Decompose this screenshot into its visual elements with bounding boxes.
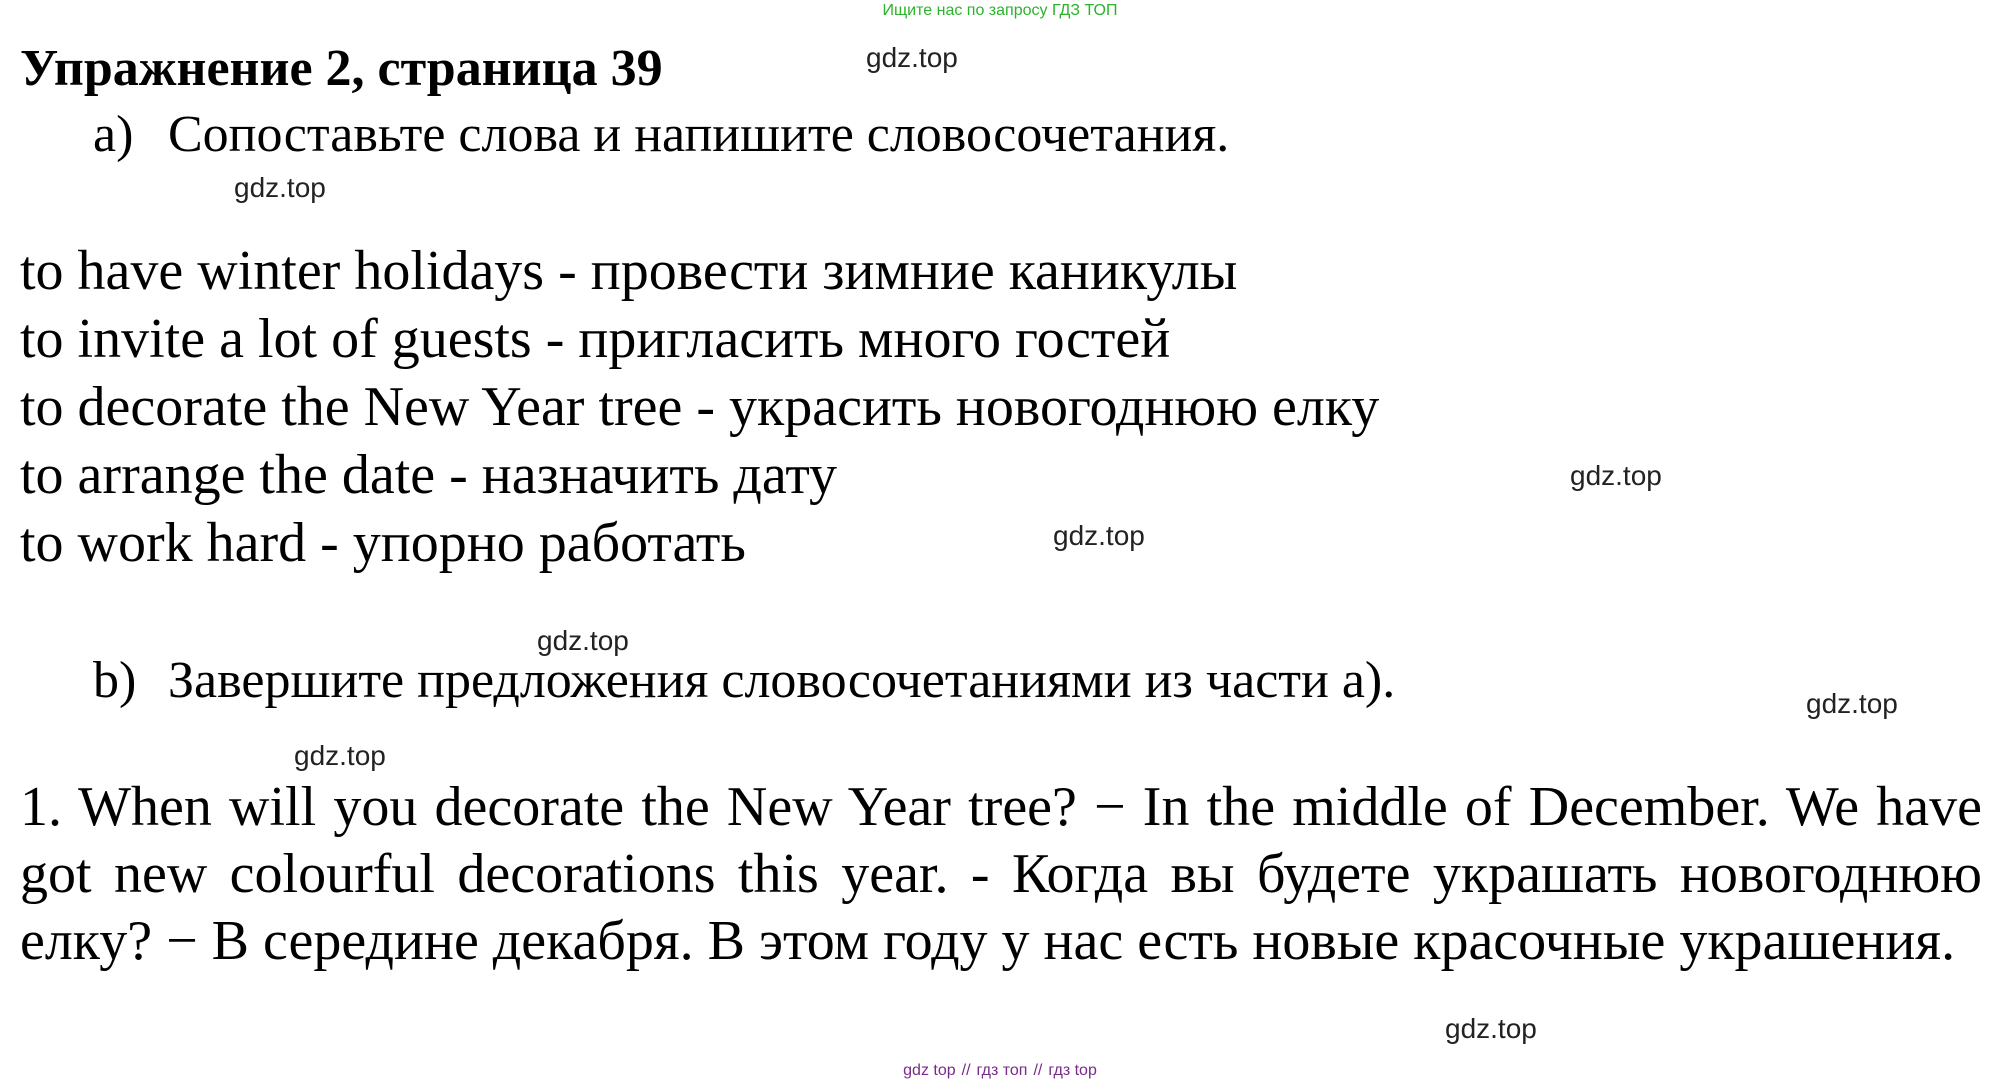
footer-link[interactable]: гдз top <box>1048 1062 1097 1079</box>
watermark: gdz.top <box>1806 688 1898 719</box>
footer-separator: // <box>961 1062 971 1079</box>
task-a-text: Сопоставьте слова и напишите словосочетания. <box>168 106 1230 163</box>
watermark: gdz.top <box>1570 460 1662 491</box>
task-b-letter: b) <box>93 652 137 709</box>
phrase-pair: to have winter holidays - провести зимние каникулы <box>20 240 1238 302</box>
phrase-pair: to arrange the date - назначить дату <box>20 444 838 506</box>
watermark: gdz.top <box>234 172 326 203</box>
phrase-pair: to decorate the New Year tree - украсить новогоднюю елку <box>20 376 1380 438</box>
footer-links <box>0 1062 2000 1080</box>
answer-paragraph: 1. When will you decorate the New Year tree? − In the middle of December. We have got new colourful decorations this year. - Когда вы будете украшать новогоднюю елку? − В середине декабря. В этом году у нас есть новые красочные украшения. <box>20 776 1982 972</box>
watermark: gdz.top <box>537 625 629 656</box>
watermark: gdz.top <box>294 740 386 771</box>
phrase-pair: to work hard - упорно работать <box>20 512 746 574</box>
page-title: Упражнение 2, страница 39 <box>20 40 663 97</box>
watermark: gdz.top <box>1445 1013 1537 1044</box>
footer-link[interactable]: gdz top <box>903 1062 956 1079</box>
watermark: gdz.top <box>866 42 958 73</box>
watermark: gdz.top <box>1053 520 1145 551</box>
phrase-pair: to invite a lot of guests - пригласить много гостей <box>20 308 1171 370</box>
footer-separator: // <box>1033 1062 1043 1079</box>
task-b-text: Завершите предложения словосочетаниями из части a). <box>168 652 1396 709</box>
search-banner: Ищите нас по запросу ГДЗ ТОП <box>882 2 1118 19</box>
task-a-letter: a) <box>93 106 134 163</box>
footer-link[interactable]: гдз топ <box>976 1062 1028 1079</box>
